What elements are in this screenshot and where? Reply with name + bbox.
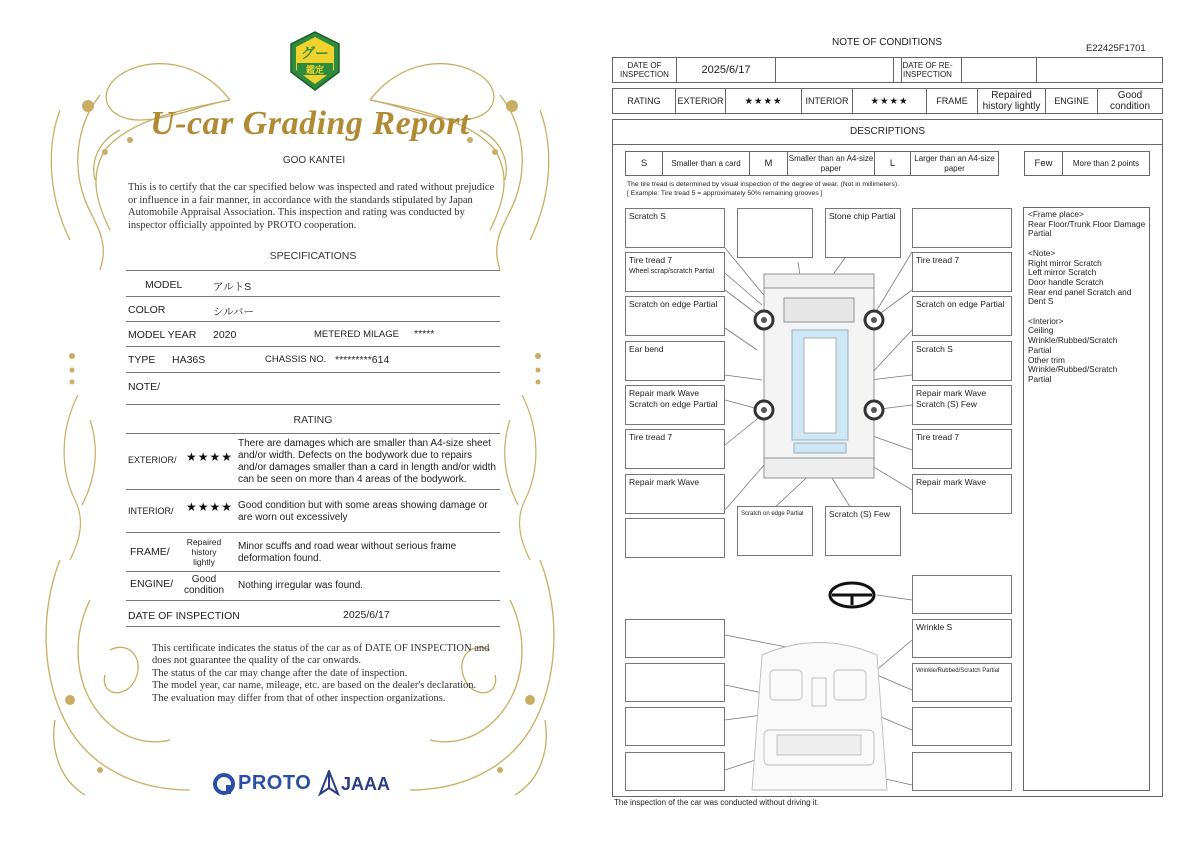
mileage-label: METERED MILAGE: [314, 329, 399, 340]
notes-line: Partial: [1028, 344, 1052, 355]
note-text: Tire tread 7: [629, 255, 673, 265]
certificate-title: U-car Grading Report: [150, 105, 470, 142]
note-text: Tire tread 7: [916, 255, 960, 265]
note-box: [625, 208, 725, 248]
exterior-stars: ★★★★: [726, 89, 802, 113]
note-text: Scratch on edge Partial: [629, 299, 718, 309]
notes-line: Wrinkle/Rubbed/Scratch: [1028, 364, 1118, 375]
divider: [126, 321, 500, 322]
notes-line: <Note>: [1028, 247, 1056, 258]
notes-line: Partial: [1028, 228, 1052, 239]
tire-note: [627, 180, 899, 198]
model-value: アルトS: [213, 281, 252, 293]
engine-label: ENGINE: [1046, 89, 1098, 113]
mileage-value: *****: [414, 328, 435, 340]
note-box: [625, 429, 725, 469]
note-text: Scratch S: [629, 211, 666, 221]
note-box: [625, 707, 725, 746]
note-text: Scratch on edge Partial: [629, 399, 718, 409]
note-box: [625, 663, 725, 702]
date-value: 2025/6/17: [677, 58, 776, 82]
note-box: [912, 341, 1012, 381]
color-value: シルバー: [213, 306, 255, 318]
note-box: [912, 252, 1012, 292]
divider: [612, 144, 1163, 145]
car-top-view: [764, 274, 874, 478]
notes-line: Rear end panel Scratch and: [1028, 286, 1132, 297]
note-text: Wrinkle S: [916, 622, 953, 632]
certificate-footer: [152, 643, 502, 705]
legend-l: L: [875, 152, 911, 175]
note-text: Scratch (S) Few: [829, 509, 890, 519]
type-label: TYPE: [128, 354, 156, 366]
note-text: Wrinkle/Rubbed/Scratch Partial: [916, 668, 1000, 674]
model-year-value: 2020: [213, 329, 237, 341]
frame-description: Minor scuffs and road wear without serious frame deformation found.: [238, 541, 457, 564]
tire-note-line: [ Example: Tire tread 5 = approximately 50% remaining grooves ]: [627, 190, 823, 197]
chassis-value: *********614: [335, 354, 390, 366]
note-box: [912, 619, 1012, 658]
engine-value: Good condition: [183, 574, 225, 596]
notes-line: Right mirror Scratch: [1028, 257, 1102, 268]
note-box: [825, 506, 901, 556]
note-box: [912, 575, 1012, 614]
note-box: [912, 663, 1012, 702]
note-text: Repair mark Wave: [629, 477, 700, 487]
interior-description: Good condition but with some areas showing damage or are worn out excessively: [238, 500, 488, 523]
legend-s: S: [626, 152, 663, 175]
divider: [126, 433, 500, 434]
reinspection-label: DATE OF RE-INSPECTION: [893, 58, 962, 82]
notes-line: Partial: [1028, 373, 1052, 384]
divider: [126, 571, 500, 572]
note-box: [912, 429, 1012, 469]
rating-heading: RATING: [293, 414, 333, 426]
model-label: MODEL: [145, 279, 183, 291]
divider: [126, 600, 500, 601]
svg-text:グー: グー: [301, 45, 329, 61]
note-box: [912, 707, 1012, 746]
divider: [126, 270, 500, 271]
note-text: Scratch (S) Few: [916, 399, 977, 409]
proto-logo-text: PROTO: [238, 772, 312, 794]
tire-note-line: The tire tread is determined by visual inspection of the degree of wear. (Not in millimeters).: [627, 181, 899, 188]
note-box: [912, 474, 1012, 514]
note-text: Tire tread 7: [629, 432, 673, 442]
date-value: 2025/6/17: [343, 609, 390, 621]
note-box: [625, 619, 725, 658]
legend-few-text: More than 2 points: [1072, 158, 1140, 168]
footer-line: The status of the car may change after the date of inspection.: [152, 667, 408, 679]
goo-kantei-badge-icon: [287, 30, 343, 92]
note-text: Repair mark Wave: [916, 388, 987, 398]
jaaa-logo-icon: [318, 770, 340, 796]
frame-value: Repaired history lightly: [978, 89, 1046, 113]
interior-sketch: [752, 643, 887, 791]
proto-logo-icon: [212, 772, 236, 796]
engine-label: ENGINE/: [130, 578, 174, 590]
certificate-subtitle: GOO KANTEI: [282, 155, 346, 166]
steering-wheel-icon: [830, 583, 874, 607]
exterior-label: EXTERIOR/: [128, 455, 177, 465]
empty-cell: [1037, 58, 1163, 82]
engine-value: Good condition: [1109, 90, 1151, 112]
exterior-label: EXTERIOR: [676, 89, 726, 113]
footer-line: This certificate indicates the status of the car as of DATE OF INSPECTION and does not guarantee the quality of the car onwards.: [152, 643, 490, 667]
divider: [126, 404, 500, 405]
interior-stars: ★★★★: [186, 500, 234, 514]
interior-label: INTERIOR/: [128, 506, 174, 516]
damage-size-legend: [625, 151, 999, 176]
note-text: Repair mark Wave: [916, 477, 987, 487]
certificate-intro: This is to certify that the car specified below was inspected and rated without prejudice or influence in a fair manner, in accordance with the standards stipulated by Japan Automobile Appraisal Association. This inspection and rating was conducted by inspector officially appointed by PROTO cooperation.: [128, 182, 495, 231]
rating-label: RATING: [613, 89, 676, 113]
legend-l-text: Larger than an A4-size paper: [914, 154, 995, 173]
notes-line: <Frame place>: [1028, 209, 1084, 219]
sheet-footer: The inspection of the car was conducted without driving it.: [614, 798, 819, 807]
divider: [126, 296, 500, 297]
date-row: [612, 57, 1163, 83]
legend-m-text: Smaller than an A4-size paper: [788, 152, 875, 175]
notes-line: Ceiling: [1028, 325, 1054, 336]
note-text: Stone chip Partial: [829, 211, 896, 221]
note-box: [625, 341, 725, 381]
footer-line: The model year, car name, mileage, etc. are based on the dealer's declaration.: [152, 680, 477, 692]
badge-text: 鑑定: [305, 65, 324, 75]
note-text: Repair mark Wave: [629, 388, 700, 398]
interior-label: INTERIOR: [802, 89, 853, 113]
exterior-stars: ★★★★: [186, 450, 234, 464]
note-box: [737, 506, 813, 556]
note-text: Wheel scrap/scratch Partial: [629, 268, 715, 275]
reinspection-value: [962, 58, 1037, 82]
chassis-label: CHASSIS NO.: [265, 354, 327, 365]
note-text: Ear bend: [629, 344, 664, 354]
model-year-label: MODEL YEAR: [128, 329, 197, 341]
notes-line: <Interior>: [1028, 315, 1064, 326]
exterior-description: There are damages which are smaller than A4-size sheet and/or width. Defects on the bodywork due to repairs and/or damages smaller than a card in length and/or width can be seen on more than 4 areas of the bodywork.: [238, 438, 496, 485]
frame-label: FRAME: [927, 89, 978, 113]
note-box: [625, 252, 725, 292]
date-label: DATE OF INSPECTION: [128, 610, 240, 622]
descriptions-heading: DESCRIPTIONS: [849, 126, 925, 137]
note-box: [625, 296, 725, 336]
notes-list: [1028, 210, 1148, 385]
footer-line: The evaluation may differ from that of other inspection organizations.: [152, 692, 446, 704]
legend-m: M: [750, 152, 788, 175]
sheet-title: NOTE OF CONDITIONS: [832, 37, 942, 48]
legend-few: Few: [1025, 152, 1063, 175]
note-label: NOTE/: [128, 381, 161, 393]
frame-label: FRAME/: [130, 546, 170, 558]
note-text: Tire tread 7: [916, 432, 960, 442]
divider: [126, 489, 500, 490]
note-box: [912, 385, 1012, 425]
jaaa-logo-text: JAAA: [341, 774, 391, 794]
note-box: [912, 296, 1012, 336]
notes-line: Wrinkle/Rubbed/Scratch: [1028, 335, 1118, 346]
frame-value: Repaired history lightly: [186, 537, 222, 567]
notes-line: Dent S: [1028, 296, 1054, 307]
divider: [126, 626, 500, 627]
date-label: DATE OF INSPECTION: [613, 58, 677, 82]
note-box: [625, 385, 725, 425]
notes-line: Door handle Scratch: [1028, 276, 1104, 287]
rating-row: [612, 88, 1163, 114]
note-text: Scratch S: [916, 344, 953, 354]
divider: [126, 532, 500, 533]
specifications-heading: SPECIFICATIONS: [269, 250, 357, 262]
notes-line: Left mirror Scratch: [1028, 267, 1097, 278]
interior-stars: ★★★★: [853, 89, 927, 113]
note-box: [912, 208, 1012, 248]
notes-line: Rear Floor/Trunk Floor Damage: [1028, 218, 1146, 229]
divider: [126, 372, 500, 373]
few-legend: [1024, 151, 1150, 176]
color-label: COLOR: [128, 304, 166, 316]
divider: [126, 346, 500, 347]
note-box: [737, 208, 813, 258]
note-text: Scratch on edge Partial: [916, 299, 1005, 309]
note-box: [912, 752, 1012, 791]
note-box: [625, 752, 725, 791]
legend-s-text: Smaller than a card: [663, 152, 750, 175]
notes-line: Other trim: [1028, 354, 1065, 365]
type-value: HA36S: [172, 354, 206, 366]
note-box: [625, 518, 725, 558]
note-text: Scratch on edge Partial: [741, 511, 804, 517]
sheet-reference: E22425F1701: [1086, 43, 1146, 54]
note-box: [625, 474, 725, 514]
engine-description: Nothing irregular was found.: [238, 580, 364, 591]
note-box: [825, 208, 901, 258]
empty-cell: [776, 58, 902, 82]
